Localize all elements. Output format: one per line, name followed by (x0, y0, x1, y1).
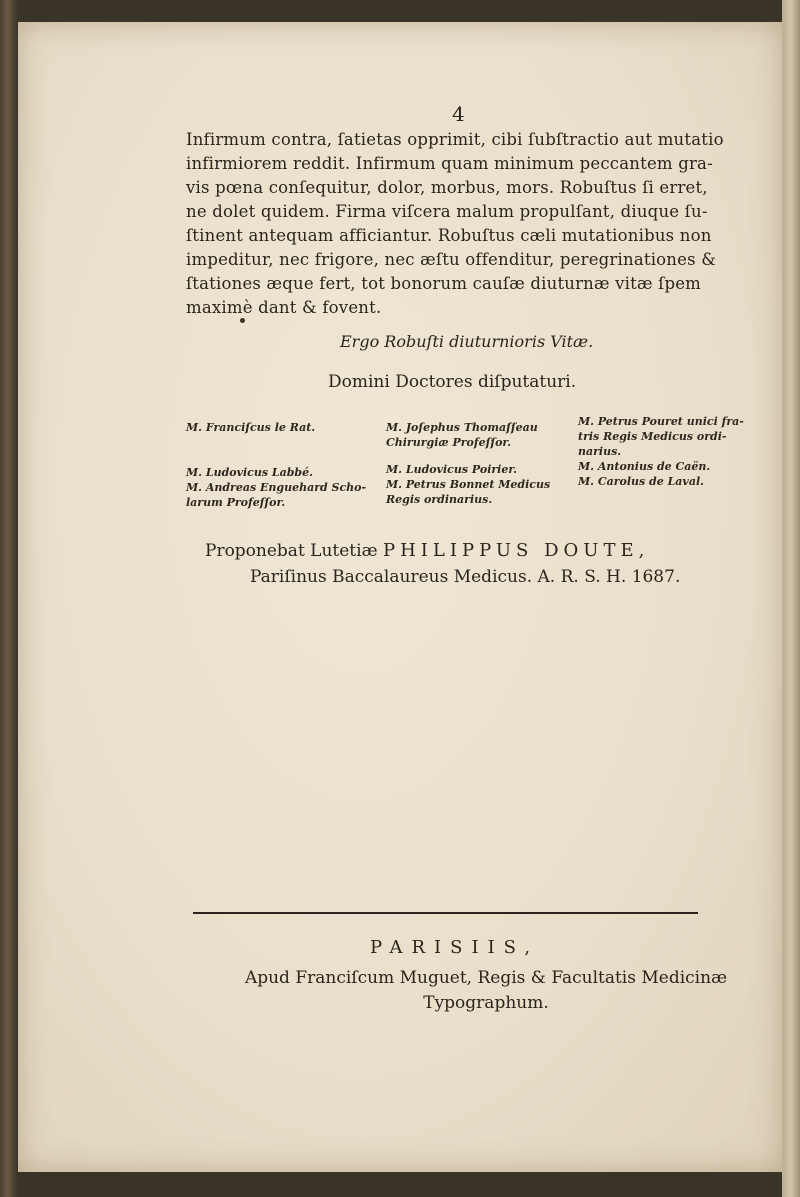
doctors-column-1 (186, 420, 376, 510)
imprint-printer (216, 966, 756, 1016)
ink-dot (240, 318, 245, 323)
doctor-name: larum Profeſſor. (186, 496, 286, 509)
imprint-city: PARISIIS, (370, 937, 540, 958)
paragraph-line: ſtationes æque fert, tot bonorum cauſæ diuturnæ vitæ ſpem (186, 274, 702, 293)
paragraph-line: infirmiorem reddit. Infirmum quam minimum peccantem gra- (186, 154, 713, 173)
proponent-block (205, 538, 680, 590)
paragraph-line: Infirmum contra, ſatietas opprimit, cibi ſubſtractio aut mutatio (186, 130, 724, 149)
horizontal-rule (193, 912, 698, 914)
doctor-name: M. Petrus Bonnet Medicus (386, 478, 551, 491)
doctors-heading: Domini Doctores diſputaturi. (328, 372, 577, 392)
paragraph-line: ne dolet quidem. Firma viſcera malum propulſant, diuque ſu- (186, 202, 708, 221)
doctor-name: Chirurgiæ Profeſſor. (386, 436, 512, 449)
paragraph-line: vis pœna conſequitur, dolor, morbus, mors. Robuſtus ſi erret, (186, 178, 708, 197)
doctor-name: M. Andreas Enguehard Scho- (186, 481, 367, 494)
doctor-name: M. Joſephus Thomaſſeau (386, 421, 538, 434)
doctor-name: tris Regis Medicus ordi- (578, 430, 727, 443)
book-edge (782, 0, 800, 1197)
doctor-name: Regis ordinarius. (386, 493, 493, 506)
doctor-name: M. Ludovicus Labbé. (186, 466, 313, 479)
body-paragraph (186, 128, 746, 320)
paragraph-line: impeditur, nec frigore, nec æſtu offenditur, peregrinationes & (186, 250, 717, 269)
doctor-name: M. Ludovicus Poirier. (386, 463, 517, 476)
doctors-column-3 (578, 414, 758, 489)
doctor-name: M. Petrus Pouret unici fra- (578, 415, 744, 428)
doctor-name: M. Franciſcus le Rat. (186, 421, 316, 434)
proponent-prefix: Proponebat Lutetiæ (205, 541, 378, 561)
doctor-name: M. Antonius de Caën. (578, 460, 711, 473)
doctor-name: M. Carolus de Laval. (578, 475, 704, 488)
imprint-line: Apud Franciſcum Muguet, Regis & Facultatis Medicinæ (244, 968, 728, 988)
doctor-name: narius. (578, 445, 622, 458)
paragraph-line: ſtinent antequam afficiantur. Robuſtus cæli mutationibus non (186, 226, 712, 245)
doctors-column-2 (386, 420, 566, 507)
proponent-degree: Pariſinus Baccalaureus Medicus. A. R. S. H. 1687. (250, 567, 681, 587)
conclusion-line: Ergo Robuſti diuturnioris Vitæ. (340, 332, 594, 351)
paragraph-line: maximè dant & fovent. (186, 298, 382, 317)
page-number: 4 (452, 102, 465, 126)
proponent-name: PHILIPPUS DOUTE, (382, 540, 650, 561)
imprint-line: Typographum. (423, 993, 549, 1013)
